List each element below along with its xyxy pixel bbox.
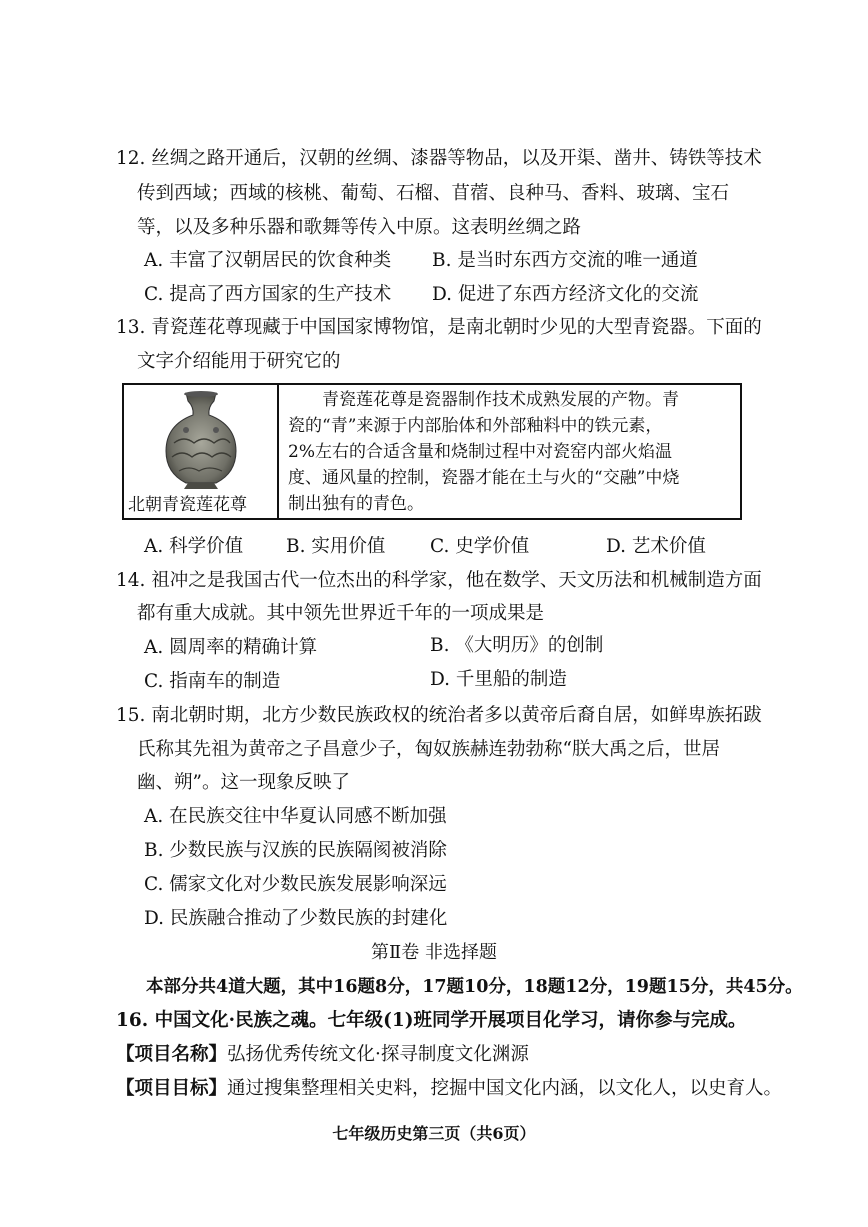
lotus-vase-icon <box>124 385 277 493</box>
q12-option-a[interactable]: A. 丰富了汉朝居民的饮食种类 <box>144 250 392 271</box>
q13-option-b[interactable]: B. 实用价值 <box>286 536 386 557</box>
q15-stem-line-1: 15. 南北朝时期，北方少数民族政权的统治者多以黄帝后裔自居，如鲜卑族拓跋 <box>116 705 762 726</box>
q13-option-d[interactable]: D. 艺术价值 <box>606 536 706 557</box>
q15-option-b[interactable]: B. 少数民族与汉族的民族隔阂被消除 <box>144 840 447 861</box>
q12-stem-line-2: 传到西域；西域的核桃、葡萄、石榴、苜蓿、良种马、香料、玻璃、宝石 <box>137 183 730 204</box>
vase-figure <box>124 385 279 520</box>
page-footer: 七年级历史第三页（共6页） <box>332 1124 536 1143</box>
section-note: 本部分共4道大题，其中16题8分，17题10分，18题12分，19题15分，共45分。 <box>146 977 803 997</box>
q13-material-box <box>122 383 742 520</box>
q13-option-a[interactable]: A. 科学价值 <box>144 536 244 557</box>
q16-stem: 16. 中国文化·民族之魂。七年级(1)班同学开展项目化学习，请你参与完成。 <box>116 1010 747 1031</box>
material-text-line-1: 青瓷莲花尊是瓷器制作技术成熟发展的产物。青 <box>322 390 679 410</box>
project-goal-value: 通过搜集整理相关史料，挖掘中国文化内涵，以文化人，以史育人。 <box>227 1078 783 1099</box>
q12-option-b[interactable]: B. 是当时东西方交流的唯一通道 <box>432 250 698 271</box>
material-text-line-3: 2%左右的合适含量和烧制过程中对瓷窑内部火焰温 <box>288 442 672 462</box>
q12-option-d[interactable]: D. 促进了东西方经济文化的交流 <box>432 284 699 305</box>
q12-stem-line-3: 等，以及多种乐器和歌舞等传入中原。这表明丝绸之路 <box>137 217 582 238</box>
material-text-line-2: 瓷的“青”来源于内部胎体和外部釉料中的铁元素， <box>288 416 663 436</box>
q15-option-a[interactable]: A. 在民族交往中华夏认同感不断加强 <box>144 806 447 827</box>
project-goal-row <box>116 1077 782 1101</box>
q12-stem-line-1: 12. 丝绸之路开通后，汉朝的丝绸、漆器等物品，以及开渠、凿井、铸铁等技术 <box>116 148 762 169</box>
q13-stem-line-2: 文字介绍能用于研究它的 <box>137 351 341 372</box>
q14-option-c[interactable]: C. 指南车的制造 <box>144 671 281 692</box>
project-name-label: 【项目名称】 <box>116 1044 228 1065</box>
section-title: 第Ⅱ卷 非选择题 <box>371 942 497 963</box>
q14-stem-line-2: 都有重大成就。其中领先世界近千年的一项成果是 <box>137 603 545 624</box>
project-name-row <box>116 1043 529 1067</box>
q14-stem-line-1: 14. 祖冲之是我国古代一位杰出的科学家，他在数学、天文历法和机械制造方面 <box>116 570 762 591</box>
project-goal-label: 【项目目标】 <box>116 1078 228 1099</box>
material-text-line-5: 制出独有的青色。 <box>288 494 424 514</box>
q15-stem-line-2: 氏称其先祖为黄帝之子昌意少子，匈奴族赫连勃勃称“朕大禹之后，世居 <box>137 739 720 760</box>
q15-option-d[interactable]: D. 民族融合推动了少数民族的封建化 <box>144 908 448 929</box>
q12-option-c[interactable]: C. 提高了西方国家的生产技术 <box>144 284 392 305</box>
project-name-value: 弘扬优秀传统文化·探寻制度文化渊源 <box>227 1044 529 1065</box>
q14-option-a[interactable]: A. 圆周率的精确计算 <box>144 637 318 658</box>
q14-option-d[interactable]: D. 千里船的制造 <box>430 669 567 690</box>
material-text-line-4: 度、通风量的控制，瓷器才能在土与火的“交融”中烧 <box>288 468 680 488</box>
figure-caption: 北朝青瓷莲花尊 <box>128 495 247 515</box>
q15-option-c[interactable]: C. 儒家文化对少数民族发展影响深远 <box>144 874 447 895</box>
q15-stem-line-3: 幽、朔”。这一现象反映了 <box>137 772 350 793</box>
q13-option-c[interactable]: C. 史学价值 <box>430 536 530 557</box>
q13-stem-line-1: 13. 青瓷莲花尊现藏于中国国家博物馆，是南北朝时少见的大型青瓷器。下面的 <box>116 317 762 338</box>
q14-option-b[interactable]: B. 《大明历》的创制 <box>430 635 604 656</box>
